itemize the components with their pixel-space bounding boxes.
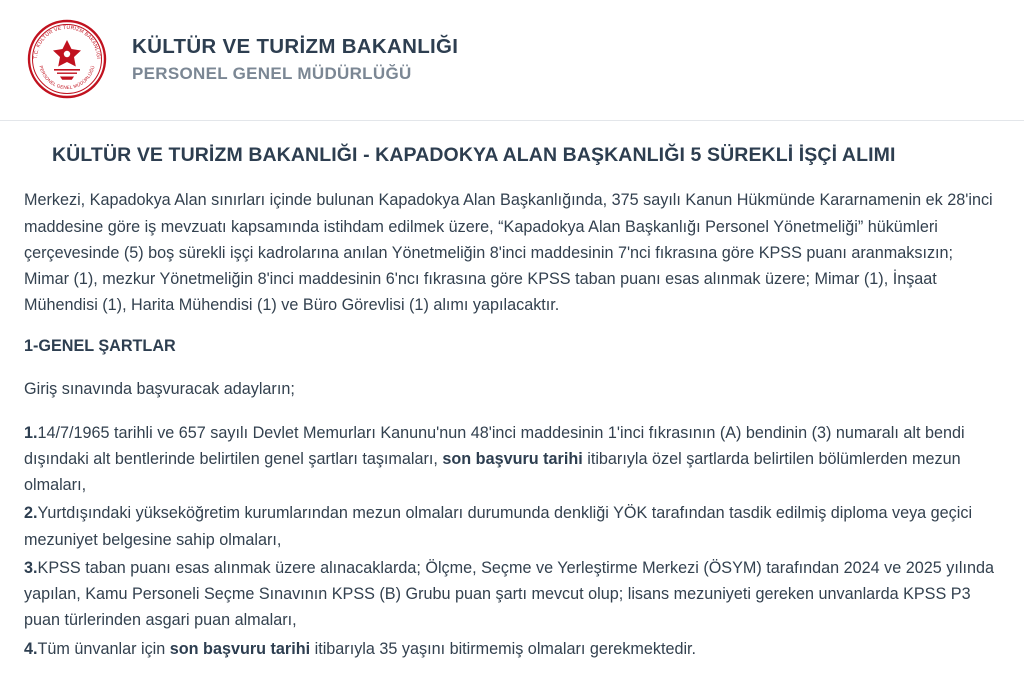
list-item	[24, 420, 1000, 499]
svg-text:T.C. KÜLTÜR VE TURİZM BAKANLIĞ: T.C. KÜLTÜR VE TURİZM BAKANLIĞI	[32, 24, 102, 60]
list-item-text-before: Tüm ünvanlar için	[37, 639, 170, 658]
department-name: PERSONEL GENEL MÜDÜRLÜĞÜ	[132, 63, 412, 83]
lead-sentence: Giriş sınavında başvuracak adayların;	[24, 379, 295, 398]
list-item	[24, 636, 1000, 662]
general-conditions-list	[24, 420, 1000, 662]
section-heading-general-conditions: 1-GENEL ŞARTLAR	[24, 336, 176, 355]
list-item-number: 4.	[24, 639, 38, 658]
list-item-text-after: itibarıyla 35 yaşını bitirmemiş olmaları gerekmektedir.	[310, 639, 697, 658]
list-item-text-before: KPSS taban puanı esas alınmak üzere alınacaklarda; Ölçme, Seçme ve Yerleştirme Merkezi (ÖSYM) tarafından 2024 ve 2025 yılında yapılan, Kamu Personeli Seçme Sınavının KPSS (B) Grubu puan şartı mevcut olup; lisans mezuniyeti gereken unvanlarda KPSS P3 puan türlerinden asgari puan almaları,	[24, 558, 994, 630]
list-item-text-before: 14/7/1965 tarihli ve 657 sayılı Devlet Memurları Kanunu'nun 48'inci maddesinin 1'inci fıkrasının (A) bendinin (3) numaralı alt bendi dışındaki alt bentlerinde belirtilen genel şartları taşımaları,	[24, 423, 965, 469]
list-item-number: 2.	[24, 504, 38, 523]
list-item-emphasis: son başvuru tarihi	[442, 450, 583, 469]
list-item-text-after: itibarıyla özel şartlarda belirtilen bölümlerden mezun olmaları,	[24, 450, 961, 495]
ministry-name: KÜLTÜR VE TURİZM BAKANLIĞI	[132, 35, 459, 59]
page-title: KÜLTÜR VE TURİZM BAKANLIĞI - KAPADOKYA ALAN BAŞKANLIĞI 5 SÜREKLİ İŞÇİ ALIMI	[52, 144, 896, 166]
document-body	[0, 121, 1024, 662]
list-item	[24, 555, 1000, 634]
intro-paragraph: Merkezi, Kapadokya Alan sınırları içinde bulunan Kapadokya Alan Başkanlığında, 375 sayılı Kanun Hükmünde Kararnamenin ek 28'inci maddesine göre iş mevzuatı kapsamında istihdam edilmek üzere, “Kapadokya Alan Başkanlığı Personel Yönetmeliği” hükümleri çerçevesinde (5) boş sürekli işçi kadrolarına anılan Yönetmeliğin 8'inci maddesinin 7'nci fıkrasına göre KPSS puanı aranmaksızın; Mimar (1), mezkur Yönetmeliğin 8'inci maddesinin 6'ncı fıkrasına göre KPSS taban puanı esas alınmak üzere; Mimar (1), İnşaat Mühendisi (1), Harita Mühendisi (1) ve Büro Görevlisi (1) alımı yapılacaktır.	[24, 191, 993, 315]
list-item	[24, 500, 1000, 552]
list-item-emphasis: son başvuru tarihi	[169, 639, 311, 658]
list-item-text-before: Yurtdışındaki yükseköğretim kurumlarından mezun olmaları durumunda denkliği YÖK tarafından tasdik edilmiş diploma veya geçici mezuniyet belgesine sahip olmaları,	[24, 504, 973, 549]
svg-text:PERSONEL GENEL MÜDÜRLÜĞÜ: PERSONEL GENEL MÜDÜRLÜĞÜ	[38, 65, 96, 91]
list-item-number: 1.	[24, 423, 38, 442]
list-item-number: 3.	[24, 558, 38, 577]
header-titles	[132, 34, 458, 83]
document-header	[0, 0, 1024, 116]
tc-kultur-turizm-bakanligi-emblem	[24, 16, 110, 102]
